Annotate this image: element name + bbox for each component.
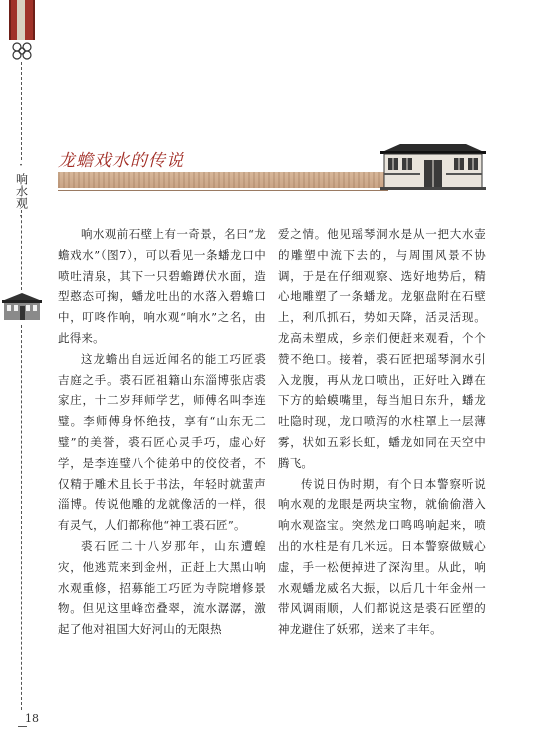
- paragraph: 爱之情。他见瑶琴洞水是从一把大水壶的雕塑中流下去的，与周围风景不协调，于是在仔细观察、选好地势后，精心地雕塑了一条蟠龙。龙躯盘附在石壁上，利爪抓石，势如天降，活灵活现。龙高未塑成，乡亲们便赶来观看，个个赞不绝口。接着，裘石匠把瑶琴洞水引入龙腹，再从龙口喷出，正好吐入蹲在下方的蛤蟆嘴里，每当旭日东升，蟠龙吐隐时现，龙口喷泻的水柱罩上一层薄雾，状如五彩长虹，蟠龙如同在天空中腾飞。: [278, 227, 486, 470]
- running-head-dot-bottom: ·: [19, 209, 23, 223]
- paragraph: 这龙蟾出自远近闻名的能工巧匠裘吉庭之手。裘石匠祖籍山东淄博张店裘家庄，十二岁拜师学艺，师傅名叫李连璧。李师傅身怀绝技，享有“山东无二璧”的美誉，裘石匠心灵手巧，虚心好学，是李连璧八个徒弟中的佼佼者，不仅精于雕术且长于书法，年轻时就蜚声淄博。传说他雕的龙就像活的一样，很有灵气，人们都称他“神工裘石匠”。: [58, 351, 266, 533]
- rail-dashed-line: [21, 325, 22, 710]
- title-band: [58, 172, 388, 188]
- title-band-rule: [58, 190, 388, 191]
- traditional-building-icon: [380, 140, 486, 190]
- body-column-left: [58, 224, 266, 640]
- page-number-rule: [18, 726, 27, 727]
- body-column-right: [278, 224, 486, 640]
- running-head-dot-top: ·: [19, 158, 23, 172]
- traditional-building-icon: [2, 290, 42, 322]
- paragraph: 裘石匠二十八岁那年，山东遭蝗灾，他逃荒来到金州，正赶上大黑山响水观重修，招募能工巧匠为寺院增修景物。但见这里峰峦叠翠，流水潺潺，激起了他对祖国大好河山的无限热: [58, 538, 266, 637]
- rail-dashed-line: [21, 210, 22, 290]
- rail-dashed-line: [21, 62, 22, 160]
- page-number: 18: [25, 712, 39, 725]
- paragraph: 响水观前石壁上有一奇景，名曰“龙蟾戏水”（图7），可以看见一条蟠龙口中喷吐清泉，其下一只碧蟾蹲伏水面，造型憨态可掬，蟠龙吐出的水落入碧蟾口中，叮咚作响，响水观“响水”之名，由此得来。: [58, 227, 266, 345]
- ornament-bar-inner: [17, 0, 25, 40]
- running-head-text: 响水观: [14, 173, 29, 209]
- section-title: 龙蟾戏水的传说: [58, 151, 184, 171]
- chinese-knot-icon: [10, 40, 34, 62]
- paragraph: 传说日伪时期，有个日本警察听说响水观的龙眼是两块宝物，就偷偷潜入响水观盗宝。突然龙口鸣鸣响起来，喷出的水柱是有几米远。日本警察做贼心虚，手一松便掉进了深沟里。从此，响水观蟠龙威名大振，以后几十年金州一带风调雨顺，人们都说这是裘石匠塑的神龙避住了妖邪，送来了丰年。: [278, 476, 486, 637]
